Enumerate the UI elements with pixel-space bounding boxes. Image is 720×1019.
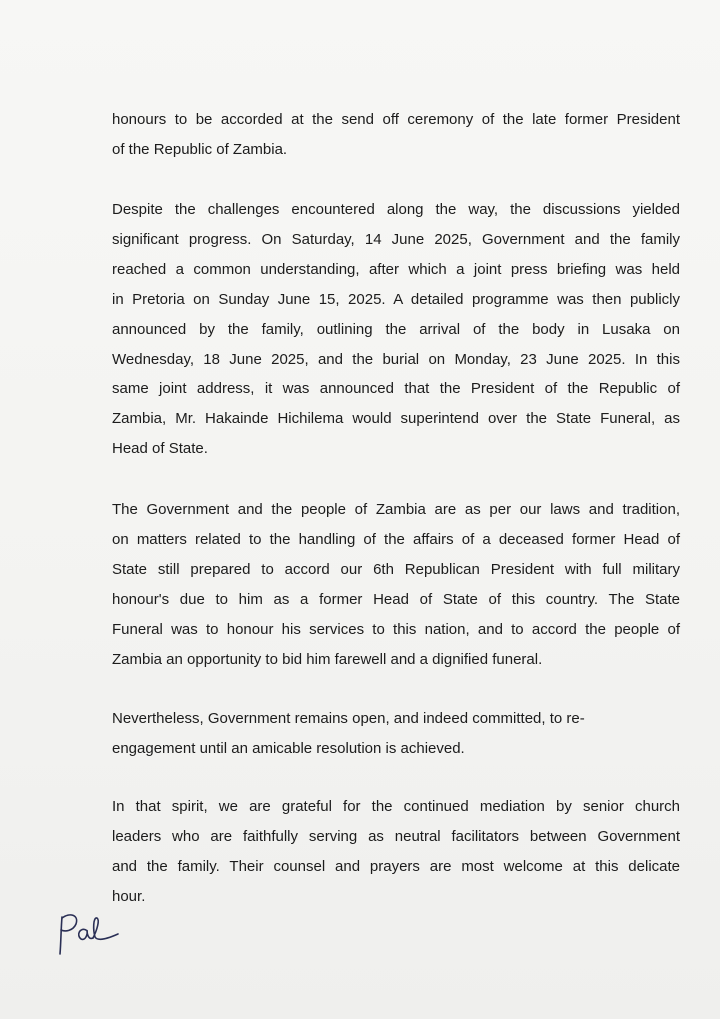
text-line: The Government and the people of Zambia are as per our laws and tradition, bbox=[112, 501, 680, 518]
text-line: on matters related to the handling of the affairs of a deceased former Head of bbox=[112, 530, 680, 548]
text-line: announced by the family, outlining the arrival of the body in Lusaka on bbox=[112, 320, 680, 338]
text-line: reached a common understanding, after which a joint press briefing was held bbox=[112, 260, 680, 278]
paragraph-honours bbox=[112, 105, 680, 165]
text-line: and the family. Their counsel and prayers are most welcome at this delicate bbox=[112, 857, 680, 875]
text-line: State still prepared to accord our 6th Republican President with full military bbox=[112, 560, 680, 578]
text-line: significant progress. On Saturday, 14 June 2025, Government and the family bbox=[112, 230, 680, 248]
text-line: Nevertheless, Government remains open, and indeed committed, to re- bbox=[112, 710, 585, 727]
text-line: honour's due to him as a former Head of State of this country. The State bbox=[112, 590, 680, 608]
text-line: Zambia, Mr. Hakainde Hichilema would superintend over the State Funeral, as bbox=[112, 410, 680, 428]
text-line: engagement until an amicable resolution is achieved. bbox=[112, 739, 465, 757]
text-line: of the Republic of Zambia. bbox=[112, 140, 288, 158]
text-line: Zambia an opportunity to bid him farewell and a dignified funeral. bbox=[112, 650, 543, 668]
text-line: In that spirit, we are grateful for the continued mediation by senior church bbox=[112, 798, 680, 815]
text-line: Despite the challenges encountered along the way, the discussions yielded bbox=[112, 201, 680, 218]
paragraph-progress bbox=[112, 195, 680, 464]
text-line: honours to be accorded at the send off ceremony of the late former President bbox=[112, 111, 680, 128]
paragraph-mediation bbox=[112, 792, 680, 912]
text-line: leaders who are faithfully serving as neutral facilitators between Government bbox=[112, 827, 680, 845]
text-line: Wednesday, 18 June 2025, and the burial on Monday, 23 June 2025. In this bbox=[112, 350, 680, 368]
text-line: Funeral was to honour his services to this nation, and to accord the people of bbox=[112, 620, 680, 638]
handwritten-initials bbox=[52, 908, 132, 958]
text-line: Head of State. bbox=[112, 440, 208, 458]
text-line: same joint address, it was announced that the President of the Republic of bbox=[112, 380, 680, 398]
paragraph-state-funeral bbox=[112, 495, 680, 674]
paragraph-re-engagement bbox=[112, 704, 680, 764]
text-line: in Pretoria on Sunday June 15, 2025. A detailed programme was then publicly bbox=[112, 290, 680, 308]
text-line: hour. bbox=[112, 887, 146, 905]
